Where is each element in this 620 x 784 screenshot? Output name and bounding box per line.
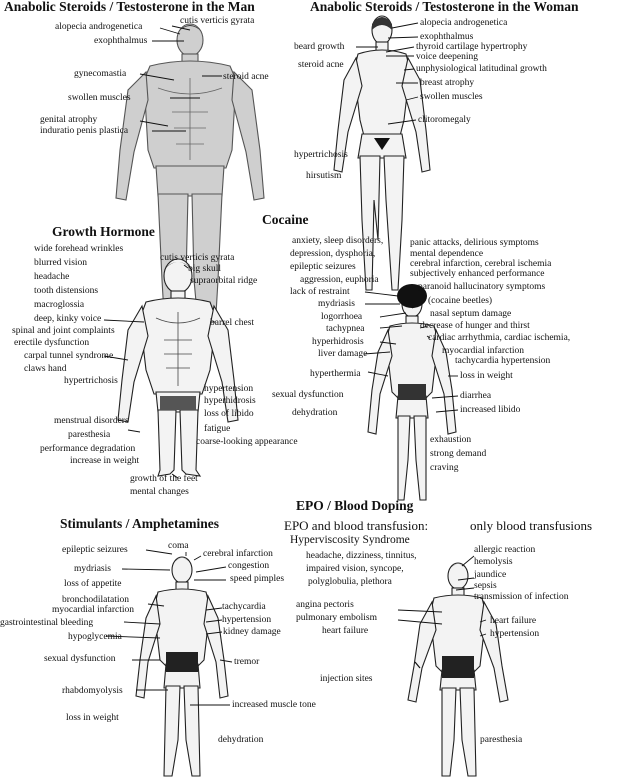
woman-label: hirsutism — [306, 171, 342, 181]
gh-label: claws hand — [24, 364, 67, 374]
stim-label: tachycardia — [222, 602, 266, 612]
gh-label: barrel chest — [210, 318, 255, 328]
cocaine-label: anxiety, sleep disorders, — [292, 236, 384, 246]
stim-label: myocardial infarction — [52, 605, 135, 615]
gh-label: deep, kinky voice — [34, 314, 102, 324]
man-label: genital atrophy — [40, 115, 98, 125]
epo-subtitle-2: Hyperviscosity Syndrome — [290, 534, 410, 546]
man-title: Anabolic Steroids / Testosterone in the Man — [4, 0, 255, 14]
stim-label: mydriasis — [74, 564, 111, 574]
cocaine-label: exhaustion — [430, 435, 472, 445]
stim-label: cerebral infarction — [203, 549, 273, 559]
cocaine-label: decrease of hunger and thirst — [420, 321, 530, 331]
stim-label: coma — [168, 541, 189, 551]
stim-label: increased muscle tone — [232, 700, 316, 710]
woman-label: clitoromegaly — [418, 115, 471, 125]
epo-label: jaundice — [474, 570, 507, 580]
cocaine-label: liver damage — [318, 349, 368, 359]
cocaine-label: tachycardia hypertension — [455, 356, 551, 366]
woman-label: steroid acne — [298, 60, 344, 70]
cocaine-label: loss in weight — [460, 371, 513, 381]
cocaine-label: lack of restraint — [290, 287, 350, 297]
gh-label: increase in weight — [70, 456, 140, 466]
woman-label: exophthalmus — [420, 32, 474, 42]
epo-label: hypertension — [490, 629, 540, 639]
gh-label: mental changes — [130, 487, 189, 497]
epo-label: sepsis — [474, 581, 497, 591]
gh-label: paresthesia — [68, 430, 111, 440]
stim-label: hypertension — [222, 615, 272, 625]
stim-label: bronchodilatation — [62, 595, 130, 605]
woman-label: breast atrophy — [420, 78, 475, 88]
cocaine-label: subjectively enhanced performance — [410, 269, 545, 279]
cocaine-label: hyperthermia — [310, 369, 361, 379]
cocaine-label: panic attacks, delirious symptoms — [410, 238, 539, 248]
gh-label: hypertension — [204, 384, 254, 394]
gh-label: growth of the feet — [130, 474, 198, 484]
woman-label: alopecia androgenetica — [420, 18, 508, 28]
stim-title: Stimulants / Amphetamines — [60, 516, 220, 531]
stim-label: rhabdomyolysis — [62, 686, 123, 696]
gh-title: Growth Hormone — [52, 224, 155, 239]
stim-label: hypoglycemia — [68, 632, 122, 642]
gh-label: cutis verticis gyrata — [160, 253, 235, 263]
woman-label: thyroid cartilage hypertrophy — [416, 42, 528, 52]
epo-label: injection sites — [320, 674, 373, 684]
cocaine-label: strong demand — [430, 449, 487, 459]
cocaine-label: dehydration — [292, 408, 338, 418]
man-label: cutis verticis gyrata — [180, 16, 255, 26]
woman-label: unphysiological latitudinal growth — [416, 64, 547, 74]
gh-label: blurred vision — [34, 258, 88, 268]
woman-label: voice deepening — [416, 52, 478, 62]
gh-label: supraorbital ridge — [190, 276, 258, 286]
epo-label: paresthesia — [480, 735, 523, 745]
stim-label: sexual dysfunction — [44, 654, 116, 664]
epo-subtitle-right: only blood transfusions — [470, 518, 593, 533]
gh-label: big skull — [188, 264, 221, 274]
man-label: swollen muscles — [68, 93, 131, 103]
gh-label: headache — [34, 272, 70, 282]
cocaine-label: hyperhidrosis — [312, 337, 364, 347]
stim-label: epileptic seizures — [62, 545, 128, 555]
cocaine-label: diarrhea — [460, 391, 492, 401]
cocaine-title: Cocaine — [262, 212, 309, 227]
cocaine-label: cerebral infarction, cerebral ischemia — [410, 259, 552, 269]
epo-label: heart failure — [322, 626, 369, 636]
stim-label: loss of appetite — [64, 579, 122, 589]
cocaine-label: sexual dysfunction — [272, 390, 344, 400]
epo-label: headache, dizziness, tinnitus, — [306, 551, 417, 561]
woman-title: Anabolic Steroids / Testosterone in the Woman — [310, 0, 579, 14]
gh-label: carpal tunnel syndrome — [24, 351, 114, 361]
cocaine-label: epileptic seizures — [290, 262, 356, 272]
epo-label: hemolysis — [474, 557, 513, 567]
man-label: gynecomastia — [74, 69, 127, 79]
stim-label: congestion — [228, 561, 270, 571]
gh-label: coarse-looking appearance — [196, 437, 298, 447]
epo-label: heart failure — [490, 616, 537, 626]
cocaine-label: cardiac arrhythmia, cardiac ischemia, — [428, 333, 571, 343]
epo-label: angina pectoris — [296, 600, 354, 610]
cocaine-label: craving — [430, 463, 459, 473]
gh-label: fatigue — [204, 424, 231, 434]
cocaine-label: increased libido — [460, 405, 521, 415]
stim-label: kidney damage — [223, 627, 281, 637]
gh-label: wide forehead wrinkles — [34, 244, 124, 254]
epo-label: impaired vision, syncope, — [306, 564, 404, 574]
cocaine-label: paranoid hallucinatory symptoms — [418, 282, 546, 292]
epo-subtitle-left: EPO and blood transfusion: — [284, 518, 429, 533]
stim-label: speed pimples — [230, 574, 285, 584]
cocaine-label: nasal septum damage — [430, 309, 512, 319]
gh-label: hyperhidrosis — [204, 396, 256, 406]
gh-label: menstrual disorders — [54, 416, 129, 426]
cocaine-label: myocardial infarction — [442, 346, 525, 356]
man-label: exophthalmus — [94, 36, 148, 46]
cocaine-label: depression, dysphoria, — [290, 249, 376, 259]
gh-label: macroglossia — [34, 300, 85, 310]
epo-label: transmission of infection — [474, 592, 569, 602]
gh-label: performance degradation — [40, 444, 136, 454]
cocaine-label: (cocaine beetles) — [428, 296, 493, 306]
epo-title: EPO / Blood Doping — [296, 498, 414, 513]
epo-briefs — [442, 656, 474, 678]
gh-briefs — [160, 396, 196, 410]
woman-label: hypertrichosis — [294, 150, 348, 160]
man-label: induratio penis plastica — [40, 126, 129, 136]
man-label: alopecia androgenetica — [55, 22, 143, 32]
gh-label: spinal and joint complaints — [12, 326, 115, 336]
gh-label: tooth distensions — [34, 286, 99, 296]
cocaine-label: tachypnea — [326, 324, 365, 334]
cocaine-label: mental dependence — [410, 249, 484, 259]
stim-briefs — [166, 652, 198, 672]
stim-label: gastrointestinal bleeding — [0, 618, 94, 628]
woman-label: swollen muscles — [420, 92, 483, 102]
gh-label: loss of libido — [204, 409, 254, 419]
woman-label: beard growth — [294, 42, 345, 52]
stim-label: loss in weight — [66, 713, 119, 723]
epo-label: polyglobulia, plethora — [308, 577, 392, 587]
gh-label: hypertrichosis — [64, 376, 118, 386]
epo-label: allergic reaction — [474, 545, 536, 555]
cocaine-label: logorrhoea — [321, 312, 363, 322]
stim-label: tremor — [234, 657, 260, 667]
gh-label: erectile dysfunction — [14, 338, 90, 348]
epo-label: pulmonary embolism — [296, 613, 378, 623]
man-label: steroid acne — [223, 72, 269, 82]
cocaine-label: mydriasis — [318, 299, 355, 309]
stim-label: dehydration — [218, 735, 264, 745]
cocaine-label: aggression, euphoria — [300, 275, 379, 285]
cocaine-briefs — [398, 384, 426, 400]
